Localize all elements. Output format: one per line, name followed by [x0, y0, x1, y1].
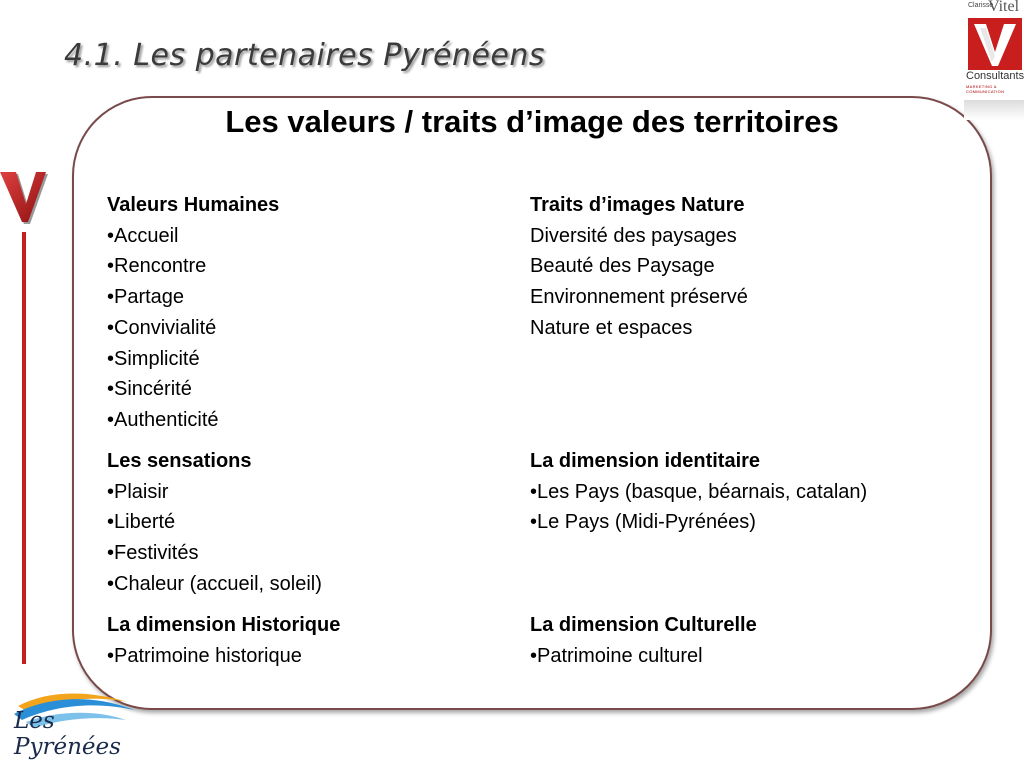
list-item: •Authenticité: [107, 408, 219, 431]
list-item: •Partage: [107, 286, 185, 309]
side-accent-line: [22, 232, 26, 664]
list-item: •Rencontre: [107, 255, 207, 278]
section-title: Valeurs Humaines: [107, 194, 280, 216]
section-traits-nature: [530, 190, 748, 344]
brand-tagline: MARKETING & COMMUNICATION: [966, 84, 1005, 94]
list-item: •Plaisir: [107, 480, 169, 503]
list-item: •Sincérité: [107, 378, 192, 401]
brand-v-icon: [968, 18, 1022, 70]
list-item: Diversité des paysages: [530, 224, 737, 247]
brand-name: Consultants: [966, 70, 1024, 82]
pyrenees-wordmark: Les Pyrénées: [14, 708, 121, 760]
section-culturelle: [530, 610, 757, 671]
box-heading: Les valeurs / traits d’image des territoires: [225, 104, 839, 139]
section-title: Traits d’images Nature: [530, 194, 745, 216]
item-list: [107, 477, 322, 600]
section-title: La dimension Culturelle: [530, 614, 757, 636]
list-item: •Liberté: [107, 511, 176, 534]
list-item: •Accueil: [107, 224, 179, 247]
list-item: Nature et espaces: [530, 316, 693, 339]
section-title: La dimension identitaire: [530, 450, 761, 472]
v-emblem-icon: [0, 168, 50, 228]
list-item: Environnement préservé: [530, 286, 748, 309]
list-item: •Convivialité: [107, 316, 217, 339]
brand-gradient-bar: [964, 100, 1024, 120]
list-item: •Patrimoine culturel: [530, 644, 703, 667]
section-identitaire: [530, 446, 867, 538]
les-pyrenees-logo: [8, 688, 140, 758]
brand-surname: Vitel: [988, 0, 1020, 15]
section-historique: [107, 610, 340, 671]
item-list: [530, 221, 748, 344]
item-list: [530, 641, 757, 672]
section-title: La dimension Historique: [107, 614, 341, 636]
item-list: [530, 477, 867, 538]
section-sensations: [107, 446, 322, 600]
item-list: [107, 641, 340, 672]
brand-firstname: Clarisse: [968, 2, 994, 9]
section-title: Les sensations: [107, 450, 252, 472]
list-item: •Chaleur (accueil, soleil): [107, 572, 322, 595]
brand-logo: [962, 0, 1024, 126]
list-item: •Le Pays (Midi-Pyrénées): [530, 511, 756, 534]
slide-title: 4.1. Les partenaires Pyrénéens: [64, 38, 545, 73]
item-list: [107, 221, 279, 436]
list-item: •Patrimoine historique: [107, 644, 302, 667]
section-valeurs-humaines: [107, 190, 279, 436]
list-item: •Festivités: [107, 542, 199, 565]
list-item: Beauté des Paysage: [530, 255, 715, 278]
list-item: •Les Pays (basque, béarnais, catalan): [530, 480, 868, 503]
list-item: •Simplicité: [107, 347, 200, 370]
